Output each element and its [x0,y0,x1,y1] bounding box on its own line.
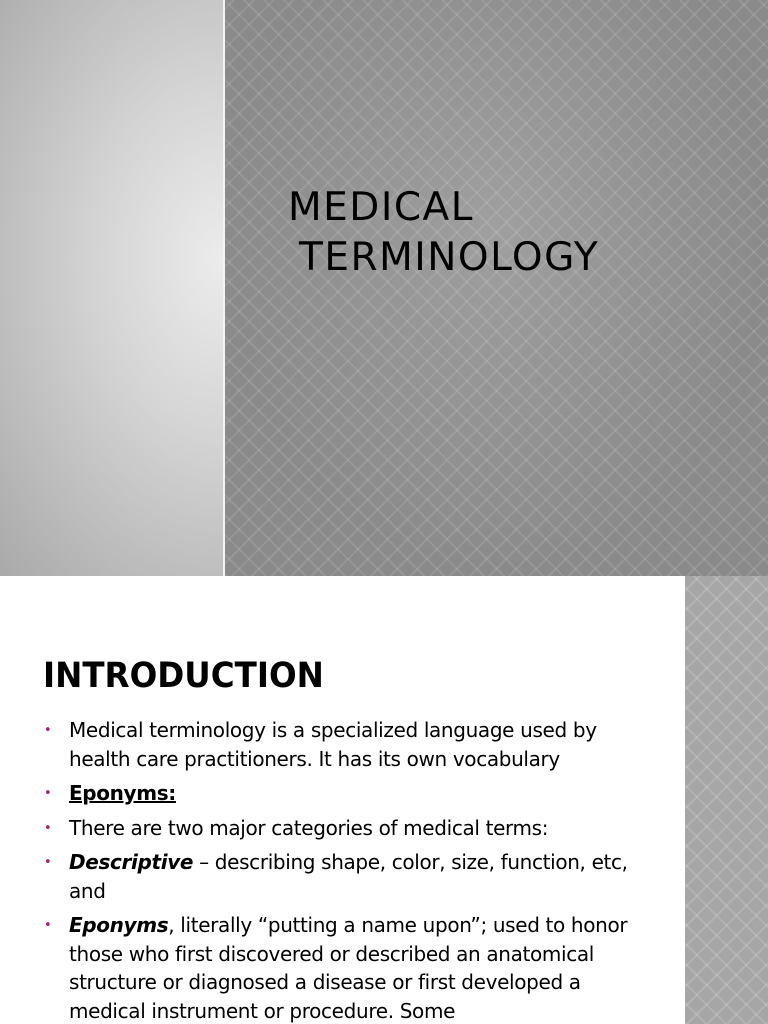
bullet-dot-icon: • [44,820,52,836]
list-item [42,814,652,843]
diamond-pattern-panel [225,0,768,576]
bullet-text [69,814,652,843]
list-item [42,779,652,808]
bullet-dot-icon: • [44,855,52,870]
list-item [42,911,652,1024]
bullet-body: Medical terminology is a specialized language used by health care practitioners. It has its own vocabulary [69,718,597,771]
left-gradient-panel [0,0,223,576]
title-line-1: MEDICAL [288,185,474,230]
bullet-text [69,716,652,773]
right-pattern-strip [685,576,768,1024]
bullet-body: There are two major categories of medical terms: [69,815,549,840]
bullet-text [69,848,652,905]
bullet-body: – describing shape, color, size, function, etc, and [69,850,628,903]
bullet-text [69,911,652,1024]
list-item [42,716,652,773]
title-line-2: TERMINOLOGY [299,235,600,280]
bullet-text [69,779,652,808]
slide-title [288,183,599,283]
bullet-dot-icon: • [44,723,52,738]
bullet-label: Descriptive [69,850,194,874]
bullet-dot-icon: • [44,918,52,933]
bullet-label: Eponyms: [69,781,176,805]
bullet-label: Eponyms [69,913,169,937]
bullet-body: , literally “putting a name upon”; used to honor those who first discovered or described an anatomical structure or diagnosed a disease or first developed a medical instrument or procedure. Some [69,913,628,1023]
slide-heading: INTRODUCTION [43,656,324,696]
bullet-list [42,716,652,1024]
list-item [42,848,652,905]
introduction-slide [0,576,768,1024]
bullet-dot-icon: • [44,786,52,801]
